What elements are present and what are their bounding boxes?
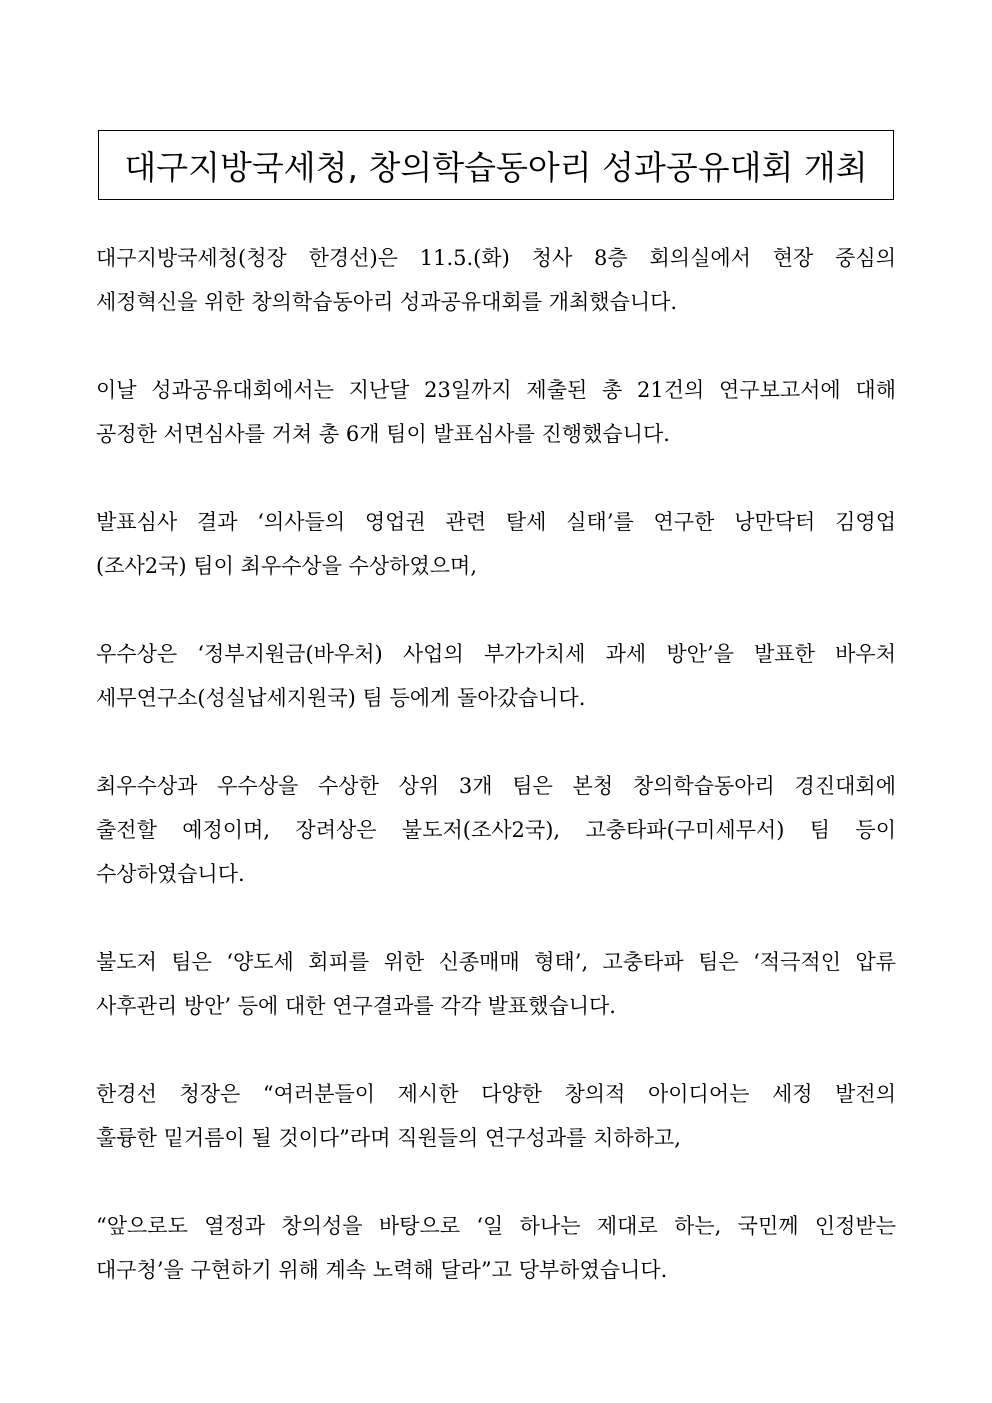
- paragraph-line: 사후관리 방안’ 등에 대한 연구결과를 각각 발표했습니다.: [96, 994, 616, 1018]
- paragraph-line: 세무연구소(성실납세지원국) 팀 등에게 돌아갔습니다.: [96, 686, 586, 710]
- paragraph-line: 발표심사 결과 ‘의사들의 영업권 관련 탈세 실태’를 연구한 낭만닥터 김영업: [96, 510, 896, 534]
- paragraph-review: [96, 368, 896, 456]
- paragraph-line: 한경선 청장은 “여러분들이 제시한 다양한 창의적 아이디어는 세정 발전의: [96, 1082, 896, 1106]
- paragraph-line: 대구지방국세청(청장 한경선)은 11.5.(화) 청사 8층 회의실에서 현장 중심의: [96, 246, 896, 270]
- paragraph-line: 훌륭한 밑거름이 될 것이다”라며 직원들의 연구성과를 치하하고,: [96, 1126, 681, 1150]
- paragraph-line: “앞으로도 열정과 창의성을 바탕으로 ‘일 하나는 제대로 하는, 국민께 인정받는: [96, 1214, 896, 1238]
- paragraph-grand-prize: [96, 500, 896, 588]
- paragraph-line: 세정혁신을 위한 창의학습동아리 성과공유대회를 개최했습니다.: [96, 290, 678, 314]
- paragraph-closing: [96, 1204, 896, 1292]
- paragraph-line: 최우수상과 우수상을 수상한 상위 3개 팀은 본청 창의학습동아리 경진대회에: [96, 774, 896, 798]
- paragraph-team-topics: [96, 940, 896, 1028]
- paragraph-line: (조사2국) 팀이 최우수상을 수상하였으며,: [96, 554, 478, 578]
- paragraph-excellence-prize: [96, 632, 896, 720]
- paragraph-line: 출전할 예정이며, 장려상은 불도저(조사2국), 고충타파(구미세무서) 팀 등이: [96, 818, 896, 842]
- paragraph-line: 이날 성과공유대회에서는 지난달 23일까지 제출된 총 21건의 연구보고서에 대해: [96, 378, 896, 402]
- paragraph-opening: [96, 236, 896, 324]
- paragraph-line: 우수상은 ‘정부지원금(바우처) 사업의 부가가치세 과세 방안’을 발표한 바우처: [96, 642, 896, 666]
- paragraph-line: 대구청’을 구현하기 위해 계속 노력해 달라”고 당부하였습니다.: [96, 1258, 668, 1282]
- paragraph-line: 불도저 팀은 ‘양도세 회피를 위한 신종매매 형태’, 고충타파 팀은 ‘적극적인 압류: [96, 950, 896, 974]
- title-box: [98, 130, 894, 200]
- paragraph-commissioner-remarks: [96, 1072, 896, 1160]
- paragraph-line: 수상하였습니다.: [96, 862, 245, 886]
- paragraph-line: 공정한 서면심사를 거쳐 총 6개 팀이 발표심사를 진행했습니다.: [96, 422, 670, 446]
- document-body: [96, 236, 896, 1336]
- paragraph-top-teams: [96, 764, 896, 896]
- document-title: 대구지방국세청, 창의학습동아리 성과공유대회 개최: [124, 147, 868, 187]
